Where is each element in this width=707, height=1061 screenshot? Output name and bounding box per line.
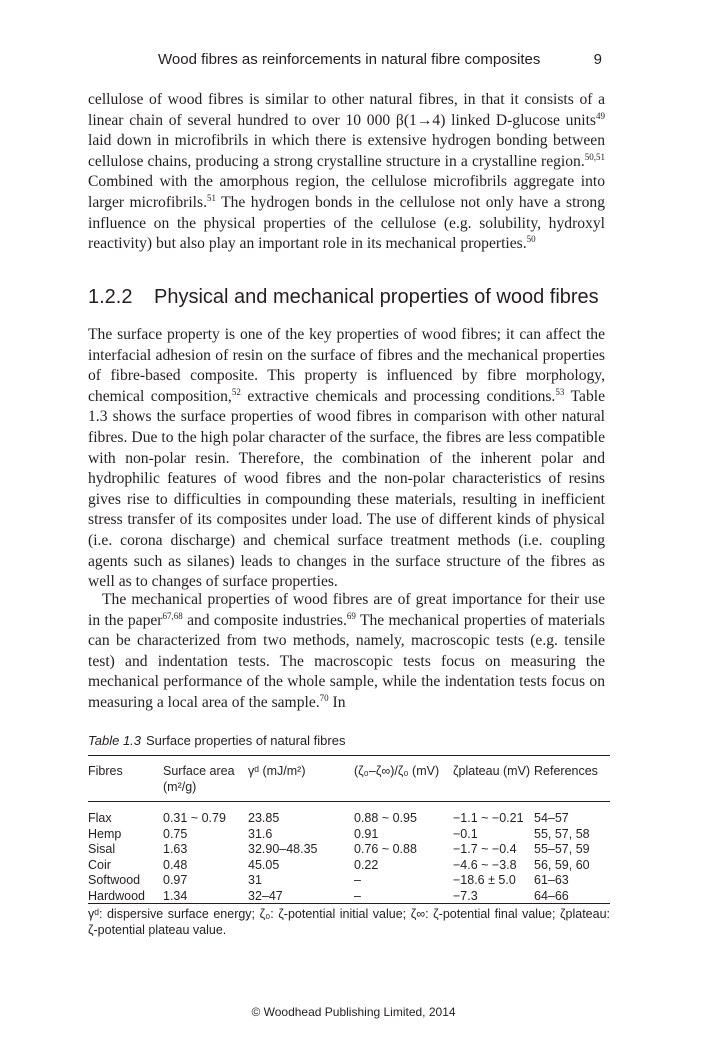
body-paragraph-1 [88, 90, 605, 255]
table-cell: −0.1 [453, 826, 478, 841]
table-cell: −4.6 ~ −3.8 [453, 857, 517, 872]
table-cell: 32.90–48.35 [248, 842, 318, 856]
table-cell: 0.22 [354, 857, 379, 872]
table-bottom-rule [88, 903, 610, 904]
table-cell: Hemp [88, 826, 122, 841]
citation-50: 50 [526, 234, 536, 245]
citation-52: 52 [231, 386, 241, 397]
header-dispersive-energy: γᵈ (mJ/m²) [248, 764, 306, 778]
p2-text-b: extractive chemicals and processing conditions. [240, 387, 556, 405]
body-paragraph-2 [88, 325, 605, 593]
table-cell: 31.6 [248, 826, 273, 841]
table-cell: 1.34 [163, 888, 188, 903]
table-cell: 0.75 [163, 826, 188, 841]
table-cell: 0.48 [163, 857, 188, 872]
table-cell: – [354, 888, 361, 903]
table-cell: 0.31 ~ 0.79 [163, 811, 226, 825]
p2-text-c: Table 1.3 shows the surface properties of wood fibres in comparison with other natural fibres. Due to the high polar character of the surface, the fibres are less compatible with non-polar resin. Therefore, the combination of the inherent polar and hydrophilic features of wood fibres and the non-polar characteristics of resins gives rise to difficulties in compounding these materials, resulting in inefficient stress transfer of its composites under load. The use of different kinds of physical (i.e. corona discharge) and chemical surface treatment methods (i.e. coupling agents such as silanes) leads to changes in the surface structure of the fibres as well as to changes of surface properties. [88, 387, 605, 591]
table-row [88, 873, 610, 889]
table-cell: 32–47 [248, 888, 283, 903]
page-number: 9 [593, 51, 602, 68]
table-cell: −7.3 [453, 888, 478, 903]
table-body [88, 811, 610, 904]
table-cell: 56, 59, 60 [534, 857, 590, 872]
header-references: References [534, 764, 598, 778]
table-cell: 23.85 [248, 811, 280, 825]
table-caption [88, 733, 345, 748]
table-footnote: γᵈ: dispersive surface energy; ζ₀: ζ-potential initial value; ζ∞: ζ-potential final value; ζplateau: ζ-potential plateau value. [88, 907, 610, 937]
table-cell: 0.88 ~ 0.95 [354, 811, 417, 825]
table-cell: 61–63 [534, 873, 569, 887]
table-cell: 0.76 ~ 0.88 [354, 842, 417, 856]
p1-text-a: cellulose of wood fibres is similar to other natural fibres, in that it consists of a linear chain of several hundred to over 10 000 β(1→4) linked D-glucose units [88, 91, 605, 129]
p3-text-b: and composite industries. [182, 611, 347, 629]
citation-49: 49 [596, 110, 605, 121]
table-row [88, 811, 610, 827]
table-cell: 55, 57, 58 [534, 826, 590, 841]
running-title: Wood fibres as reinforcements in natural fibre composites [158, 51, 541, 68]
table-cell: – [354, 873, 361, 887]
body-paragraph-3 [88, 590, 605, 714]
table-row [88, 842, 610, 858]
p1-text-d: The hydrogen bonds in the cellulose not only have a strong influence on the physical properties of the cellulose (e.g. solubility, hydroxyl reactivity) but also play an important role in its mechanical properties. [88, 193, 606, 253]
header-zeta-plateau: ζplateau (mV) [453, 764, 531, 778]
p3-text-c: The mechanical properties of materials can be characterized from two methods, namely, macroscopic tests (e.g. tensile test) and indentation tests. The macroscopic tests focus on measuring the mechanical performance of the whole sample, while the indentation tests focus on measuring a local area of the sample. [88, 611, 606, 711]
p1-text-c: Combined with the amorphous region, the cellulose microfibrils aggregate into larger microfibrils. [88, 173, 605, 211]
table-cell: 0.91 [354, 826, 379, 841]
citation-51: 51 [207, 192, 216, 203]
table-row [88, 889, 610, 905]
p3-text-d: In [328, 693, 346, 711]
table-caption-text: Surface properties of natural fibres [146, 733, 346, 748]
citation-67-68: 67,68 [162, 610, 183, 621]
table-cell: −1.1 ~ −0.21 [453, 811, 524, 825]
citation-53: 53 [555, 386, 565, 397]
table-top-rule [88, 755, 610, 756]
header-fibres: Fibres [88, 764, 123, 778]
table-cell: 55–57, 59 [534, 842, 590, 856]
table-cell: Hardwood [88, 888, 145, 903]
p1-text-b: laid down in microfibrils in which there is extensive hydrogen bonding between cellulose chains, producing a strong crystalline structure in a crystalline region. [88, 132, 605, 170]
table-cell: Flax [88, 811, 112, 825]
copyright-footer: © Woodhead Publishing Limited, 2014 [251, 1005, 456, 1019]
table-cell: −1.7 ~ −0.4 [453, 842, 517, 856]
table-header-rule [88, 801, 610, 802]
section-number: 1.2.2 [88, 286, 133, 308]
p3-text-a: The mechanical properties of wood fibres are of great importance for their use in the paper [88, 591, 605, 629]
table-cell: Softwood [88, 873, 141, 887]
section-title: Physical and mechanical properties of wood fibres [154, 286, 599, 308]
citation-50-51: 50,51 [584, 151, 605, 162]
table-cell: Sisal [88, 842, 116, 856]
table-cell: 64–66 [534, 888, 569, 903]
table-cell: 54–57 [534, 811, 569, 825]
table-cell: 0.97 [163, 873, 188, 887]
table-row [88, 858, 610, 874]
citation-70: 70 [319, 692, 329, 703]
citation-69: 69 [346, 610, 356, 621]
table-label: Table 1.3 [88, 733, 142, 748]
section-heading [88, 286, 599, 309]
running-header [88, 50, 602, 72]
table-cell: 1.63 [163, 842, 188, 856]
header-zeta-ratio: (ζ₀–ζ∞)/ζ₀ (mV) [354, 764, 440, 778]
header-surface-area: Surface area (m²/g) [163, 764, 235, 794]
table-cell: 31 [248, 873, 262, 887]
table-cell: Coir [88, 857, 111, 872]
table-cell: 45.05 [248, 857, 280, 872]
table-cell: −18.6 ± 5.0 [453, 873, 516, 887]
p2-text-a: The surface property is one of the key properties of wood fibres; it can affect the interfacial adhesion of resin on the surface of fibres and the mechanical properties of fibre-based composite. This property is influenced by fibre morphology, chemical composition, [88, 326, 605, 405]
table-row [88, 827, 610, 843]
